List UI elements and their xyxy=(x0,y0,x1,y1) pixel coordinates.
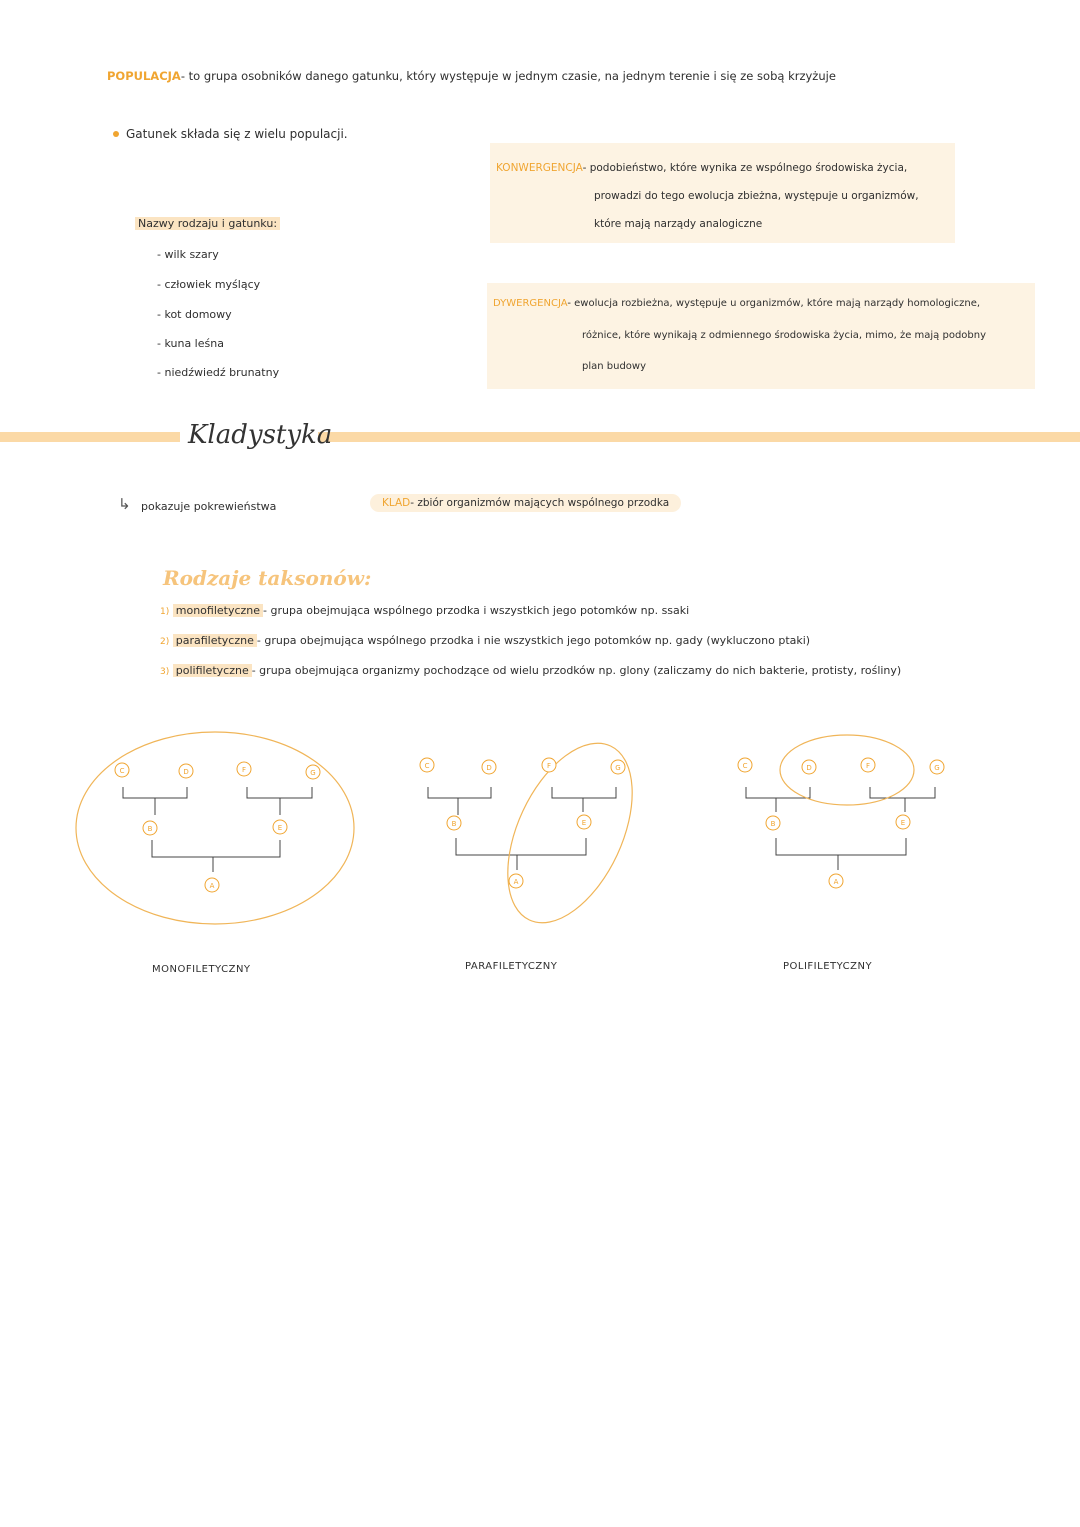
bullet-dot xyxy=(113,131,119,137)
node-b xyxy=(766,816,780,830)
taxa-item-1: 1) monofiletyczne - grupa obejmująca wspólnego przodka i wszystkich jego potomków np. ssaki xyxy=(160,604,690,617)
poli-clade-ellipse xyxy=(780,735,914,805)
node-f-label: F xyxy=(865,762,871,770)
node-c-label: C xyxy=(742,762,748,770)
node-d xyxy=(482,760,496,774)
mono-nodes xyxy=(115,762,320,892)
node-f-label: F xyxy=(546,762,552,770)
konwergencja-line1: KONWERGENCJA- podobieństwo, które wynika ze wspólnego środowiska życia, xyxy=(496,162,908,174)
dywergencja-line2: różnice, które wynikają z odmiennego środowiska życia, mimo, że mają podobny xyxy=(582,330,987,341)
node-d-label: D xyxy=(486,764,492,772)
node-a-label: A xyxy=(513,878,519,886)
dywergencja-line1: DYWERGENCJA- ewolucja rozbieżna, występuje u organizmów, które mają narządy homologiczne, xyxy=(493,298,981,309)
node-b xyxy=(447,816,461,830)
node-g xyxy=(306,765,320,779)
node-f-label: F xyxy=(241,766,247,774)
caption-parafiletyczny: PARAFILETYCZNY xyxy=(465,961,558,972)
caption-monofiletyczny: MONOFILETYCZNY xyxy=(152,964,251,975)
node-c xyxy=(420,758,434,772)
para-clade-ellipse xyxy=(482,724,657,942)
node-b-label: B xyxy=(147,825,153,833)
node-e xyxy=(273,820,287,834)
taxa-item-3: 3) polifiletyczne - grupa obejmująca organizmy pochodzące od wielu przodków np. glony (zaliczamy do nich bakterie, protisty, rośliny) xyxy=(160,664,902,677)
node-a xyxy=(509,874,523,888)
names-item-1: - człowiek myślący xyxy=(157,278,261,291)
node-f xyxy=(237,762,251,776)
node-d xyxy=(179,764,193,778)
divider-band-left xyxy=(0,432,180,442)
names-item-2: - kot domowy xyxy=(157,308,232,321)
node-b xyxy=(143,821,157,835)
node-e-label: E xyxy=(581,819,587,827)
klad-definition: KLAD- zbiór organizmów mających wspólnego przodka xyxy=(370,494,681,512)
node-g xyxy=(930,760,944,774)
names-item-0: - wilk szary xyxy=(157,248,219,261)
node-g xyxy=(611,760,625,774)
names-item-4: - niedźwiedź brunatny xyxy=(157,366,280,379)
names-item-3: - kuna leśna xyxy=(157,337,224,350)
arrow-note: pokazuje pokrewieństwa xyxy=(141,500,277,513)
node-e-label: E xyxy=(277,824,283,832)
para-nodes xyxy=(420,758,625,888)
node-a-label: A xyxy=(209,882,215,890)
node-c xyxy=(738,758,752,772)
node-f xyxy=(542,758,556,772)
taxa-heading: Rodzaje taksonów: xyxy=(163,566,372,590)
node-a-label: A xyxy=(833,878,839,886)
dywergencja-line3: plan budowy xyxy=(582,361,647,372)
node-d-label: D xyxy=(806,764,812,772)
divider-band-right xyxy=(318,432,1080,442)
node-a xyxy=(205,878,219,892)
caption-polifiletyczny: POLIFILETYCZNY xyxy=(783,961,873,972)
kladystyka-title: Kladystyka xyxy=(188,420,333,450)
node-f xyxy=(861,758,875,772)
node-c-label: C xyxy=(424,762,430,770)
node-d xyxy=(802,760,816,774)
mono-clade-ellipse xyxy=(76,732,354,924)
node-e xyxy=(577,815,591,829)
node-g-label: G xyxy=(615,764,621,772)
taxa-item-2: 2) parafiletyczne - grupa obejmująca wspólnego przodka i nie wszystkich jego potomków np. gady (wykluczono ptaki) xyxy=(160,634,811,647)
cladogram-diagrams xyxy=(0,700,1080,1000)
node-d-label: D xyxy=(183,768,189,776)
node-b-label: B xyxy=(770,820,776,828)
populacja-line xyxy=(107,69,836,83)
names-heading: Nazwy rodzaju i gatunku: xyxy=(135,217,280,230)
node-g-label: G xyxy=(310,769,316,777)
node-c xyxy=(115,763,129,777)
konwergencja-line3: które mają narządy analogiczne xyxy=(594,218,763,230)
populacja-def: - to grupa osobników danego gatunku, który występuje w jednym czasie, na jednym terenie i się ze sobą krzyżuje xyxy=(180,69,836,83)
node-g-label: G xyxy=(934,764,940,772)
konwergencja-line2: prowadzi do tego ewolucja zbieżna, występuje u organizmów, xyxy=(594,190,919,202)
node-c-label: C xyxy=(119,767,125,775)
node-e xyxy=(896,815,910,829)
node-a xyxy=(829,874,843,888)
gatunek-note: Gatunek składa się z wielu populacji. xyxy=(126,127,348,141)
node-e-label: E xyxy=(900,819,906,827)
node-b-label: B xyxy=(451,820,457,828)
arrow-icon: ↳ xyxy=(118,495,131,513)
populacja-term: POPULACJA xyxy=(107,69,181,83)
